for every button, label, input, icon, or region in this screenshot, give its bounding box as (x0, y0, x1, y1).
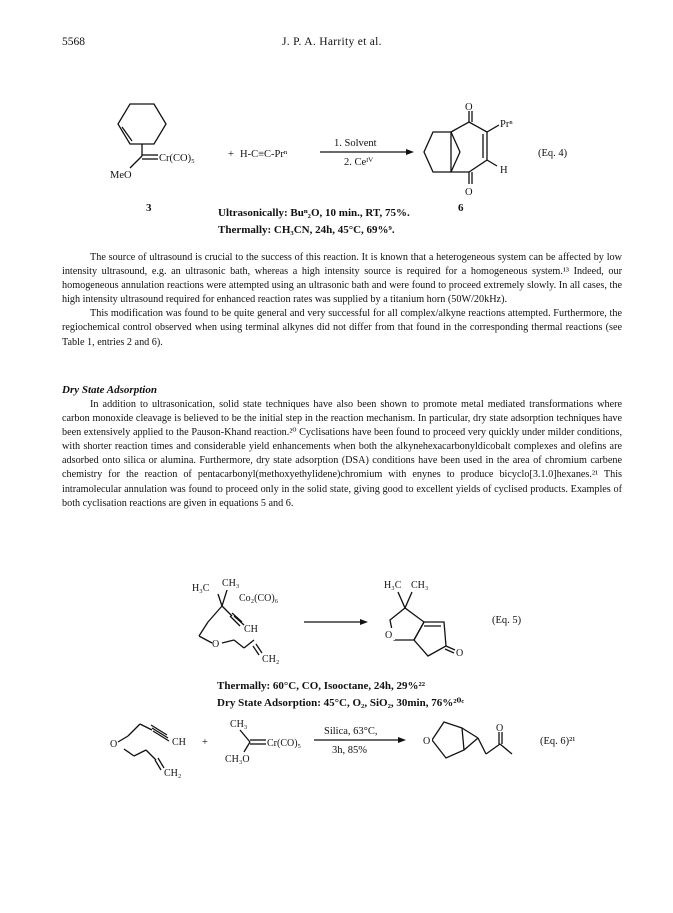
eq6p-cp-1 (462, 728, 478, 738)
eq5-bond-b (222, 590, 227, 606)
eq5-product-ch3: CH₃ (411, 580, 429, 591)
eq6-ch: CH (172, 737, 186, 748)
eq5-bond-f (222, 640, 234, 643)
eq5-bond-h (244, 640, 254, 648)
eq5-co-group: Co₂(CO)₆ (239, 593, 279, 604)
eq6p-chain-1 (478, 738, 486, 754)
eq6p-chain-2 (486, 744, 500, 754)
eq6-cond-2: 3h, 85% (332, 745, 367, 756)
eq6p-chain-3 (500, 744, 512, 754)
arrowhead-eq6 (398, 737, 406, 743)
eq6-ch2: CH₂ (164, 768, 182, 779)
page-number: 5568 (62, 36, 85, 48)
plus-sign: + (228, 149, 234, 160)
eq5p-bond-a (398, 592, 405, 608)
carbene-group-label: Cr(CO)₅ (159, 153, 195, 164)
eq6-r2-bond-b (244, 742, 250, 752)
eq5-dsa-conditions: Dry State Adsorption: 45°C, O₂, SiO₂, 30min, 76%²⁰ᶜ (217, 697, 465, 709)
step-2-label: 2. Ceᴵⱽ (344, 157, 374, 168)
eq5-alkyne-stub (222, 606, 232, 616)
eq5-thermal-conditions: Thermally: 60°C, CO, Isooctane, 24h, 29%²² (217, 680, 426, 692)
eq6-plus: + (202, 737, 208, 748)
eq6-bond-a (118, 736, 128, 742)
alkyne-reagent: H-C≡C-Prⁿ (240, 149, 288, 160)
eq6-cond-1: Silica, 63°C, (324, 726, 378, 737)
eq5-triple-2 (234, 616, 244, 625)
eq6-ch3: CH₃ (230, 719, 248, 730)
eq5-triple-1 (232, 613, 242, 622)
eq6-label: (Eq. 6)²¹ (540, 736, 576, 747)
eq5-bond-g (234, 640, 244, 648)
compound-6-label: 6 (458, 202, 464, 214)
eq6-bond-f (146, 750, 156, 760)
methoxy-label: MeO (110, 170, 132, 181)
eq5-product-o-keto: O (456, 648, 464, 659)
eq5p-bond-b (405, 592, 412, 608)
eq5-product-o-ring: O (385, 630, 393, 641)
eq6-triple-2 (153, 731, 169, 741)
eq4-ultrasonic-conditions: Ultrasonically: Buⁿ₂O, 10 min., RT, 75%. (218, 207, 410, 219)
eq6-bond-c (140, 724, 152, 730)
eq5p-left-ring (390, 608, 424, 640)
eq4-thermal-conditions: Thermally: CH₃CN, 24h, 45°C, 69%⁹. (218, 224, 395, 236)
eq6-bond-d (124, 749, 134, 756)
eq6-product-o-keto: O (496, 723, 504, 734)
eq4-label: (Eq. 4) (538, 148, 568, 159)
running-title: J. P. A. Harrity et al. (282, 36, 382, 48)
step-1-label: 1. Solvent (334, 138, 377, 149)
eq6-triple-3 (151, 725, 167, 735)
eq5-bond-c (208, 606, 222, 622)
eq5-bond-d (199, 622, 208, 636)
eq6-o: O (110, 739, 118, 750)
eq5p-right-ring (414, 622, 446, 656)
paragraph-modification: This modification was found to be quite general and very successful for all complex/alkyne reactions attempted. Furthermore, the regiochemical control observed when using terminal alkynes did not differ from that found in the corresponding thermal reactions (see Table 1, entries 2 and 6). (62, 308, 622, 348)
eq5-bond-a (218, 594, 222, 606)
eq6-carbene-group: Cr(CO)₅ (267, 738, 302, 749)
product-h: H (500, 165, 508, 176)
product-o-top: O (465, 102, 473, 113)
eq5-h3c: H₃C (192, 583, 210, 594)
compound-3-label: 3 (146, 202, 152, 214)
eq5-bond-e (199, 636, 212, 643)
eq5-ch2: CH₂ (262, 654, 280, 665)
product-propyl: Prⁿ (500, 119, 513, 130)
eq5-ch: CH (244, 624, 258, 635)
arrowhead-eq5 (360, 619, 368, 625)
eq6-r2-bond-a (240, 730, 250, 742)
eq5-product-h3c: H₃C (384, 580, 402, 591)
eq6-bond-b (128, 724, 140, 736)
eq6-product-o-ring: O (423, 736, 431, 747)
product-o-bottom: O (465, 187, 473, 198)
eq5-o: O (212, 639, 220, 650)
eq6p-cp-2 (464, 738, 478, 750)
eq6-ch3o: CH₃O (225, 754, 250, 765)
eq6p-five-ring (432, 722, 464, 758)
paragraph-dry-state: In addition to ultrasonication, solid state techniques have also been shown to promote metal mediated transformations where carbon monoxide cleavage is believed to be the initial step in the reaction mechanism. In particular, dry state adsorption techniques have been extensively applied to the Pauson-Khand reaction.²⁰ Cyclisations have been found to proceed very quickly under milder conditions, with shorter reaction times and considerable yield enhancements when both the alkynehexacarbonyldicobalt complexes and olefins are adsorbed onto silica or alumina. Furthermore, dry state adsorption (DSA) conditions have been used in the area of chromium carbene chemistry for the reaction of pentacarbonyl(methoxyethylidene)chromium with enynes to produce bicyclo[3.1.0]hexanes.²¹ This intramolecular annulation was found to proceed only in the solid state, giving good to excellent yields of cyclised products. Examples of both cyclisation reactions are given in equations 5 and 6. (62, 399, 622, 509)
eq5-ch3: CH₃ (222, 578, 240, 589)
section-heading: Dry State Adsorption (62, 384, 157, 396)
eq6-triple-1 (152, 728, 168, 738)
eq6-bond-e (134, 750, 146, 756)
paragraph-ultrasound-source: The source of ultrasound is crucial to the success of this reaction. It is known that a heterogeneous system can be affected by low intensity ultrasound, e.g. an ultrasonic bath, whereas a high intensity source is required for a homogeneous system.¹³ Indeed, our homogeneous annulation reactions were attempted using an ultrasonic bath and were found to proceed extremely slowly. In all cases, the high intensity ultrasound required for enhanced reaction rates was supplied by a titanium horn (50W/20kHz). (62, 252, 622, 306)
eq5-label: (Eq. 5) (492, 615, 522, 626)
